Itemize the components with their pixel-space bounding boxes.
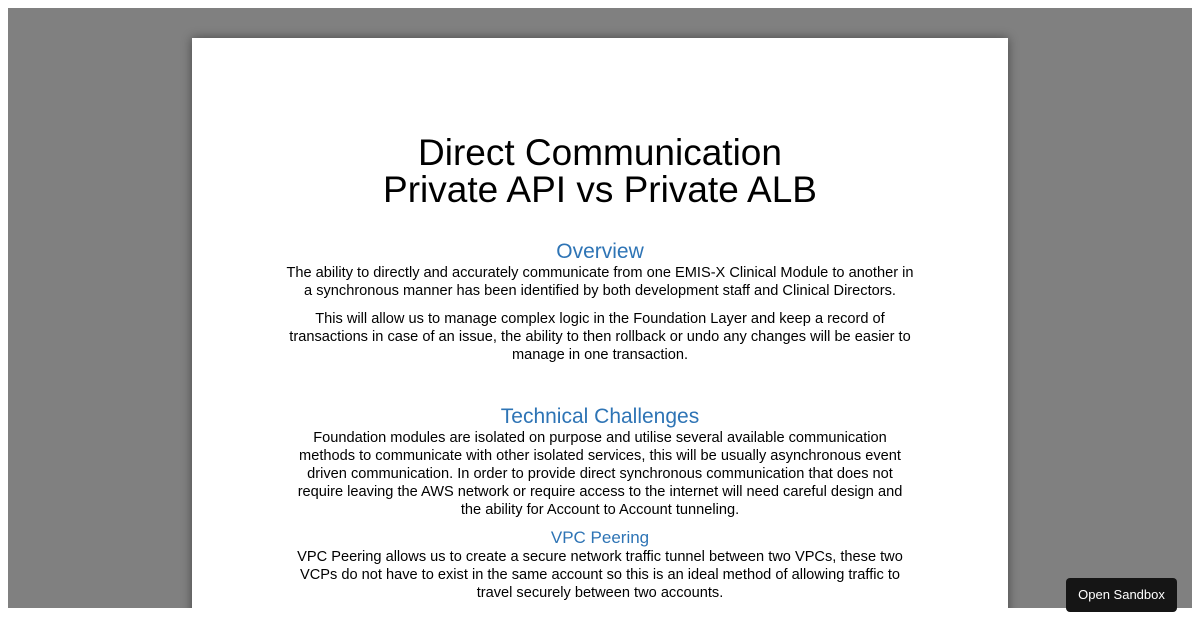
document-title bbox=[192, 134, 1008, 208]
open-sandbox-button[interactable]: Open Sandbox bbox=[1066, 578, 1177, 612]
overview-paragraph-2: This will allow us to manage complex logic in the Foundation Layer and keep a record of transactions in case of an issue, the ability to then rollback or undo any changes will be easier to manage in one transaction. bbox=[289, 311, 911, 363]
document-viewer[interactable] bbox=[8, 8, 1192, 608]
document-page bbox=[192, 38, 1008, 608]
technical-challenges-paragraph: Foundation modules are isolated on purpose and utilise several available communication methods to communicate with other isolated services, this will be usually asynchronous event driven communication. In order to provide direct synchronous communication that does not require leaving the AWS network or require access to the internet will need careful design and the ability for Account to Account tunneling. bbox=[297, 430, 903, 518]
vpc-peering-paragraph: VPC Peering allows us to create a secure network traffic tunnel between two VPCs, these two VCPs do not have to exist in the same account so this is an ideal method of allowing traffic to travel securely between two accounts. bbox=[297, 549, 903, 601]
section-heading-overview: Overview bbox=[556, 240, 644, 263]
title-line-2: Private API vs Private ALB bbox=[383, 169, 817, 210]
title-line-1: Direct Communication bbox=[418, 132, 782, 173]
overview-paragraph-1: The ability to directly and accurately communicate from one EMIS-X Clinical Module to another in a synchronous manner has been identified by both development staff and Clinical Directors. bbox=[286, 265, 914, 299]
section-heading-technical-challenges: Technical Challenges bbox=[500, 405, 700, 428]
section-heading-vpc-peering: VPC Peering bbox=[550, 528, 650, 547]
